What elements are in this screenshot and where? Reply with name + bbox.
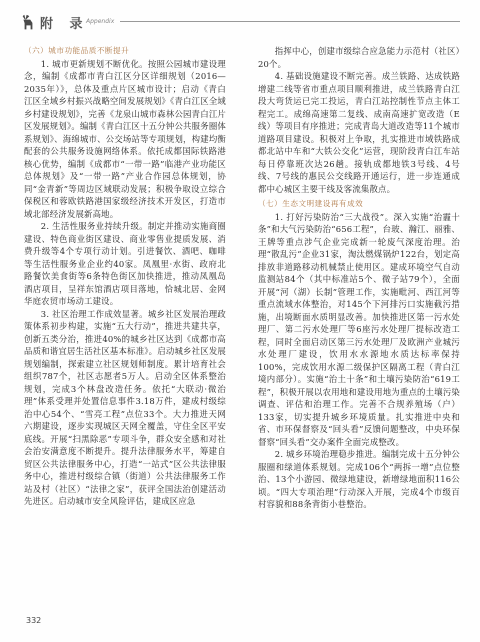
paragraph: 2. 生活性服务业持续升级。制定并推动实施商圈建设、特色商业街区建设、商业零售业提质发展、消费升级等4个专项行动计划。引进餐饮、酒吧、咖啡等生活性服务业企业约40家。凤凰里·水街、政府北路餐饮美食街等6条特色街区加快推进，推动凤凰岛酒店项目，呈祥东馆酒店项目落地，恰城北居、金网华庭农贸市场动工建设。 — [24, 221, 226, 306]
paragraph: 4. 基础设施建设不断完善。成兰铁路、达成铁路增建二线等省市重点项目顺利推进，成兰铁路青白江段大弯货运已完工投运，青白江站控制性节点主体工程完工。成绵高速第二复线、成南高速扩宽改造（E线）等项目有序推进；完成青岛大道改造等11个城市道路项目建设。积极对上争取，扎实推进市域铁路成都北站中车和“大铁公交化”运营，现阶段青白江车站每日停靠班次达26趟。接轨成都地铁3号线、4号线、7号线的惠民公交线路开通运行，进一步连通成都中心城区主要干线及客流集散点。 — [258, 71, 460, 194]
header-rule — [120, 21, 460, 22]
header-subtitle: Appendix — [86, 18, 115, 25]
paragraph: 1. 城市更新规划不断优化。按照公园城市建设理念，编制《成都市青白江区分区详细规划（2016—2035年）》，总体及重点片区城市设计；启动《青白江区全域乡村振兴战略空间发展规划》《青白江区全域乡村建设规划》，完善《龙泉山城市森林公园青白江片区发展规划》。编制《青白江区十五分钟公共服务圈体系规划》、海绵城市、公交场站等专项规划，构建均衡配套的公共服务设施网络体系。依托成都国际铁路港核心优势，编制《成都市“一带一路”临港产业功能区总体规划》及“一带一路”产业合作园总体规划，协同“金青新”等周边区域联动发展；积极争取设立综合保税区和蓉欧铁路港国家级经济技术开发区，打造市域北部经济发展新高地。 — [24, 58, 226, 219]
right-column — [258, 45, 460, 607]
paragraph: 3. 社区治理工作成效显著。城乡社区发展治理政策体系初步构建，实施“五大行动”，推进共建共享，创新五类分治，推进40%的城乡社区达到《成都市高品质和谐宜居生活社区基本标准》。启动城乡社区发展规划编制，探索建立社区规划师制度。累计培育社会组织787个，社区志愿者5万人。启动全区体系整治规划，完成3个林盘改造任务。依托“大联动·微治理”体系受理并处置信息事件3.18万件，建成村级综治中心54个、“雪亮工程”点位33个。大力推进天网六期建设，逐步实现城区天网全覆盖，守住全区平安底线。开展“扫黑除恶”专项斗争，群众安全感和对社会治安满意度不断提升。提升法律服务水平，筹建自贸区公共法律服务中心，打造“一站式”区公共法律服务中心，推进村级综合镇（街道）公共法律服务工作站及村（社区）“法律之家”，获评全国法治创建活动先进区。启动城市安全风险评估，建成区应急 — [24, 308, 226, 506]
page-header — [0, 0, 480, 40]
section-heading: （六）城市功能品质不断提升 — [24, 46, 130, 55]
paragraph: 指挥中心，创建市级综合应急能力示范村（社区）20个。 — [258, 46, 460, 69]
paragraph: 1. 打好污染防治“三大战役”。深入实施“治霾十条”和大气污染防治“656工程”，台玻、瀚江、丽雅、王牌等重点涉气企业完成新一轮废气深度治理。治理“散乱污”企业31家，淘汰燃煤锅炉122台，划定高排放非道路移动机械禁止使用区。建成环境空气自动监测站84个（其中标准站5个、微子站79个），全面开展“河（湖）长制”管理工作，实施毗河、西江河等重点流域水体整治，对145个下河排污口实施截污措施，出境断面水质明显改善。加快推进区第一污水处理厂、第二污水处理厂等6座污水处理厂提标改造工程，同时全面启动区第三污水处理厂及欧洲产业城污水处理厂建设，饮用水水源地水质达标率保持100%，完成饮用水源二级保护区隔离工程（青白江境内部分）。实施“治土十条”和土壤污染防治“619工程”，积极开展以农用地和建设用地为重点的土壤污染调查、评估和治理工作。完善不合规养殖场（户）133家，切实提升城乡环境质量。扎实推进中央和省、市环保督察及“回头看”反馈问题整改，中央环保督察“回头看”交办案件全面完成整改。 — [258, 211, 460, 447]
paragraph: 2. 城乡环境治理稳步推进。编制完成十五分钟公服圈和绿道体系规划。完成106个“两拆一增”点位整治、13个小游园、微绿地建设，新增绿地面积116公顷。“四大专项治理”行动深入开展，完成4个市级百村容貌和88条背街小巷整治。 — [258, 449, 460, 509]
page-number: 332 — [26, 616, 42, 625]
section-heading: （七）生态文明建设再有成效 — [258, 199, 364, 208]
left-column — [24, 45, 226, 607]
deer-logo-icon — [20, 14, 36, 30]
header-title: 附 录 — [40, 17, 89, 32]
